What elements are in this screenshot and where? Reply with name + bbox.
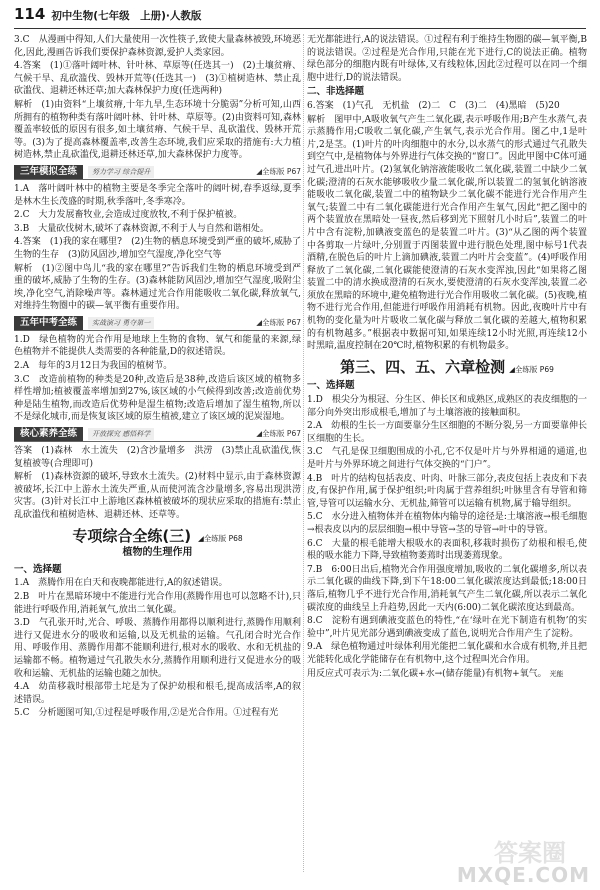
answer-paragraph: 6.C 大量的根毛能增大根吸水的表面积,移栽时损伤了幼根和根毛,使根的吸水能力下降,导致植物萎蔫时出现萎蔫现象。 bbox=[307, 538, 587, 562]
banner-slogan: 努力学习 综合提升 bbox=[88, 166, 154, 178]
analysis-paragraph: 解析 图甲中,A吸收氧气产生二氧化碳,表示呼吸作用;B产生水蒸气,表示蒸腾作用;C吸收二氧化碳,产生氧气,表示光合作用。图乙中,1是叶片,2是茎。(1)叶片的叶肉细胞中的水分,以水蒸气的形式通过气孔散失到空气中,是植物体与外界进行气体交换的“窗口”。因此甲图中C体可通过气孔进出叶片。(2)氢氧化钠溶液能吸收二氧化碳,装置二中缺少二氧化碳;澄清的石灰水能够吸收少量二氧化碳,所以装置二的氢氧化钠溶液能吸收二氧化碳,装置二中的植物缺少二氧化碳不能进行光合作用产生氧气;装置二中有二氧化碳能进行光合作用产生氧气,因此“把乙图中的两个装置放在黑暗处一昼夜,然后移到光下照射几小时后”,装置二的叶片中含有淀粉,加碘液变蓝色的是装置二叶片。(3)“从乙图的两个装置中各剪取一片绿叶,分别置于丙图装置中进行脱色处理,图中标号1代表酒精,在脱色后的叶片上滴加碘液,装置二内叶片会变蓝”。(4)呼吸作用释放了二氧化碳,二氧化碳能使澄清的石灰水变浑浊,因此“如果将乙图装置二中的清水换成澄清的石灰水,要使澄清的石灰水变浑浊,装置二必须放在黑暗的环境中,避免植物进行光合作用吸收二氧化碳。(5)夜晚,植物不进行光合作用,但能进行呼吸作用消耗有机物。因此,夜晚叶片中有机物的变化量为叶片吸收二氧化碳与释放二氧化碳的差越大,植物积累的有机物越多。”根据表中数据可知,如果连续12小时光照,再连续12小时黑暗,温度控制在20℃时,植物积累的有机物最多。 bbox=[307, 114, 587, 352]
answer-paragraph: 2.A 每年的3月12日为我国的植树节。 bbox=[14, 361, 173, 372]
subsection-heading: 一、选择题 bbox=[307, 380, 355, 392]
answer-paragraph: 3.C 从漫画中得知,人们大量使用一次性筷子,致使大量森林被毁,环境恶化,因此,漫画告诉我们要保护森林资源,爱护人类家园。 bbox=[14, 35, 301, 58]
answer-paragraph: 3.C 气孔是保卫细胞围成的小孔,它不仅是叶片与外界相通的通道,也是叶片与外界环境之间进行气体交换的“门户”。 bbox=[307, 447, 587, 470]
watermark-url: MXQE.COM bbox=[456, 863, 590, 888]
answer-paragraph: 8.C 淀粉有遇到碘液变蓝色的特性,“在‘绿叶在光下制造有机物’的实验中”,叶片见光部分遇到碘液变成了蓝色,说明光合作用产生了淀粉。 bbox=[307, 616, 587, 639]
equation-paragraph bbox=[307, 668, 587, 681]
answer-paragraph: 2.C 大力发展畜牧业,会造成过度放牧,不利于保护植被。 bbox=[14, 210, 243, 221]
answer-paragraph: 3.C 改造前植物的种类是20种,改造后是38种,改造后该区域的植物多样性增加;植被覆盖率增加到27%,该区域的小气候得到改善;改造前优势种是陆生植物,而改造后优势种是湿生植物;改造后增加了湿生植物,所以不是绿化城市,而是恢复该区域的原生植被,建立了该区域的泥炭湿地。 bbox=[14, 374, 301, 423]
answer-paragraph: 4.答案 (1)我的家在哪里? (2)生物的栖息环境受到严重的破坏,威胁了生物的生存 (3)防风固沙,增加空气湿度,净化空气等 bbox=[14, 237, 301, 260]
light-energy-label: 光能 bbox=[549, 669, 564, 678]
subsection-heading: 一、选择题 bbox=[14, 563, 62, 575]
answer-paragraph: 4.答案 (1)①落叶阔叶林、针叶林、草原等(任选其一) (2)土壤贫瘠、气候干旱、乱砍滥伐、毁林开荒等(任选其一) (3)①植树造林、禁止乱砍滥伐、退耕还林还草;加大森林保护力度(任选两种) bbox=[14, 61, 301, 97]
banner-page-ref: ◢全练版 P67 bbox=[256, 317, 301, 327]
analysis-paragraph: 解析 (1)由资料“上壤贫瘠,十年九旱,生态环境十分脆弱”分析可知,山西所拥有的植物种类有落叶阔叶林、针叶林、草原等。(2)由资料可知,森林覆盖率较低的原因有很多,如土壤贫瘠、气候干旱、乱砍滥伐、毁林开荒等。(3)为了提高森林覆盖率,改善生态环境,我们应采取的措施有:大力植树造林,禁止乱砍滥伐,退耕还林还草,加大森林保护力度等。 bbox=[14, 99, 301, 161]
banner-page-ref: ◢全练版 P67 bbox=[256, 428, 301, 438]
book-title: 初中生物(七年级 上册)·人教版 bbox=[51, 10, 202, 22]
banner-slogan: 实战演习 勇夺第一 bbox=[88, 317, 154, 329]
answer-paragraph: 9.A 绿色植物通过叶绿体利用光能把二氧化碳和水合成有机物,并且把光能转化成化学能储存在有机物中,这个过程叫光合作用。 bbox=[307, 642, 587, 665]
equation-text: 用反应式可表示为:二氧化碳+水→(储存能量)有机物+氧气。 bbox=[307, 668, 547, 679]
answer-paragraph: 5.C 分析题图可知,①过程是呼吸作用,②是光合作用。①过程有光 bbox=[14, 708, 279, 719]
section-title: 专项综合全练(三) bbox=[72, 526, 192, 545]
page-number: 114 bbox=[14, 5, 46, 23]
section-banner-core-literacy bbox=[14, 427, 301, 442]
answer-paragraph: 3.D 气孔张开时,光合、呼吸、蒸腾作用都得以顺利进行,蒸腾作用顺利进行又促进水分的吸收和运输,以及无机盐的运输。气孔闭合时光合作用、呼吸作用、蒸腾作用都不能顺利进行,根对水的吸收、水和无机盐的运输都不畅。植物通过气孔散失水分,蒸腾作用顺利进行又促进水分的吸收和运输、无机盐的运输也随之加快。 bbox=[14, 618, 301, 679]
subsection-heading: 二、非选择题 bbox=[307, 86, 365, 98]
answer-paragraph: 2.A 幼根的生长一方面要靠分生区细胞的不断分裂,另一方面要靠伸长区细胞的生长。 bbox=[307, 421, 587, 444]
answer-paragraph: 答案 (1)森林 水土流失 (2)含沙量增多 洪涝 (3)禁止乱砍滥伐,恢复植被等(合理即可) bbox=[14, 446, 301, 469]
chapter-title-block bbox=[307, 357, 587, 377]
right-column bbox=[307, 34, 587, 681]
answer-paragraph: 6.答案 (1)气孔 无机盐 (2)二 C (3)二 (4)黑暗 (5)20 bbox=[307, 100, 560, 111]
answer-paragraph: 4.B 叶片的结构包括表皮、叶肉、叶脉三部分,表皮包括上表皮和下表皮,有保护作用,属于保护组织;叶肉属于营养组织;叶脉里含有导管和筛管,导管可以运输水分、无机盐,筛管可以运输有机物,属于输导组织。 bbox=[307, 473, 587, 509]
answer-paragraph: 1.D 根尖分为根冠、分生区、伸长区和成熟区,成熟区的表皮细胞的一部分向外突出形成根毛,增加了与土壤溶液的接触面积。 bbox=[307, 395, 587, 418]
watermark-logo: 答案圈 bbox=[494, 839, 566, 868]
section-banner-three-year bbox=[14, 165, 301, 180]
analysis-paragraph: 解析 (1)②图中鸟儿“我的家在哪里?”告诉我们生物的栖息环境受到严重的破坏,威胁了生物的生存。(3)森林能防风固沙,增加空气湿度,吸附尘埃,净化空气,消除噪声等。森林通过光合作用能吸收二氧化碳,释放氧气,对维持生物圈中的碳—氧平衡有重要作用。 bbox=[14, 263, 301, 312]
banner-title: 五年中考全练 bbox=[14, 316, 83, 330]
answer-paragraph: 1.A 蒸腾作用在白天和夜晚都能进行,A的叙述错误。 bbox=[14, 578, 228, 589]
answer-paragraph: 2.B 叶片在黑暗环境中不能进行光合作用(蒸腾作用也可以忽略不计),只能进行呼吸作用,消耗氧气,放出二氧化碳。 bbox=[14, 591, 301, 615]
analysis-paragraph: 解析 (1)森林资源的破坏,导致水土流失。(2)材料中显示,由于森林资源被破坏,长江中上游水土流失严重,从而使河流含沙量增多,容易出现洪涝灾害。(3)针对长江中上游地区森林植被破坏的现状应采取的措施有:禁止乱砍滥伐和植树造林、退耕还林、还草等。 bbox=[14, 472, 301, 520]
answer-paragraph: 1.D 绿色植物的光合作用是地球上生物的食物、氧气和能量的来源,绿色植物并不能提供人类需要的各种能量,D的叙述错误。 bbox=[14, 334, 301, 358]
answer-paragraph: 7.B 6:00日出后,植物光合作用强度增加,吸收的二氧化碳增多,所以表示二氧化碳的曲线下降,到下午18:00二氧化碳浓度达到最低;18:00日落后,植物几乎不进行光合作用,消耗氧气产生二氧化碳,所以表示二氧化碳浓度的曲线呈上升趋势,因此一天内(6:00)二氧化碳浓度达到最高。 bbox=[307, 564, 587, 613]
page-header bbox=[14, 5, 202, 26]
header-rule bbox=[14, 28, 586, 29]
banner-page-ref: ◢全练版 P67 bbox=[256, 166, 301, 176]
banner-title: 三年模拟全练 bbox=[14, 165, 83, 179]
section-banner-five-year bbox=[14, 316, 301, 331]
banner-slogan: 开放探究 感悟科学 bbox=[88, 428, 154, 440]
banner-title: 核心素养全练 bbox=[14, 427, 83, 441]
answer-paragraph: 1.A 落叶阔叶林中的植物主要是冬季完全落叶的阔叶树,春季返绿,夏季是林木生长茂盛的时期,秋季落叶,冬季寒冷。 bbox=[14, 183, 301, 207]
answer-paragraph: 3.B 大量砍伐树木,破坏了森林资源,不利于人与自然和谐相处。 bbox=[14, 223, 269, 234]
column-divider bbox=[303, 34, 304, 872]
answer-paragraph: 4.A 幼苗移栽时根部带土坨是为了保护幼根和根毛,提高成活率,A的叙述错误。 bbox=[14, 682, 301, 705]
answer-paragraph: 无光都能进行,A的说法错误。①过程有利于维持生物圈的碳—氧平衡,B的说法错误。②过程是光合作用,只能在光下进行,C的说法正确。植物绿色部分的细胞内既有叶绿体,又有线粒体,因此②过程可以在同一个细胞中进行,D的说法错误。 bbox=[307, 35, 587, 83]
chapter-page-ref: ◢全练版 P69 bbox=[509, 364, 554, 374]
section-title-block bbox=[14, 526, 301, 546]
section-page-ref: ◢全练版 P68 bbox=[197, 533, 243, 543]
answer-paragraph: 5.C 水分进入植物体并在植物体内输导的途径是:土壤溶液→根毛细胞→根表皮以内的层层细胞→根中导管→茎的导管→叶中的导管。 bbox=[307, 512, 587, 535]
chapter-title: 第三、四、五、六章检测 bbox=[340, 357, 506, 376]
left-column bbox=[14, 34, 301, 721]
section-subtitle: 植物的生理作用 bbox=[122, 547, 193, 559]
